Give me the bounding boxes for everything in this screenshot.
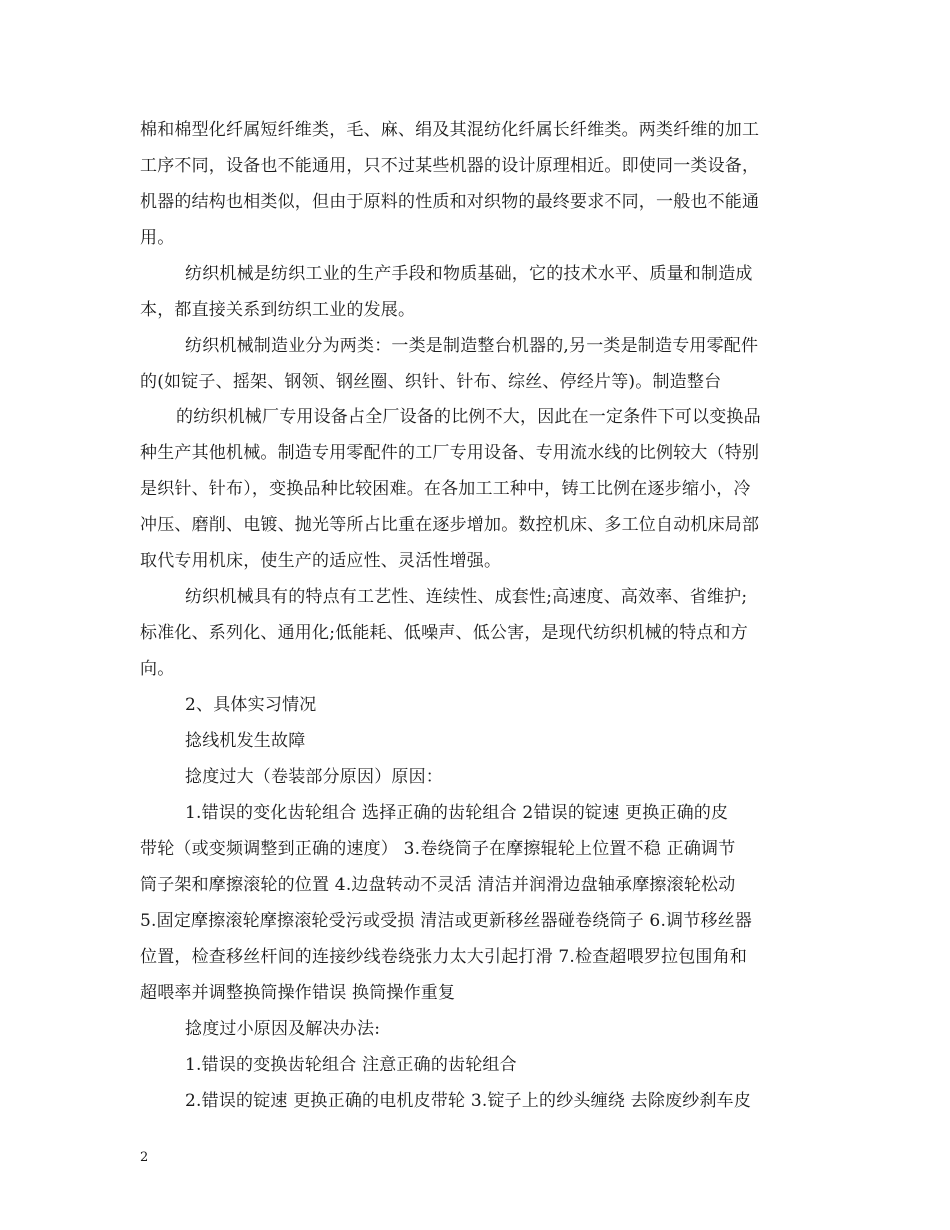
subheading: 捻度过小原因及解决办法: [185,1019,381,1039]
text-line: 向。 [140,659,175,679]
text-line: 棉和棉型化纤属短纤维类，毛、麻、绢及其混纺化纤属长纤维类。两类纤维的加工 [140,120,760,140]
text-line: 1.错误的变换齿轮组合 注意正确的齿轮组合 [185,1055,517,1075]
paragraph-first-line: 的纺织机械厂专用设备占全厂设备的比例不大，因此在一定条件下可以变换品 [176,407,761,427]
subheading: 捻度过大（卷装部分原因）原因： [185,767,443,787]
paragraph-first-line: 纺织机械是纺织工业的生产手段和物质基础，它的技术水平、质量和制造成 [185,264,753,284]
section-heading: 2、具体实习情况 [185,695,317,715]
subheading: 捻线机发生故障 [185,731,306,751]
page-number: 2 [140,1150,149,1165]
text-line: 的(如锭子、摇架、钢领、钢丝圈、织针、针布、综丝、停经片等)。制造整台 [140,372,722,392]
text-line: 冲压、磨削、电镀、抛光等所占比重在逐步增加。数控机床、多工位自动机床局部 [140,515,760,535]
text-line: 是织针、针布），变换品种比较困难。在各加工工种中，铸工比例在逐步缩小，冷 [140,479,751,499]
text-line: 标准化、系列化、通用化;低能耗、低噪声、低公害，是现代纺织机械的特点和方 [140,623,748,643]
text-line: 位置，检查移丝杆间的连接纱线卷绕张力太大引起打滑 7.检查超喂罗拉包围角和 [140,947,748,967]
text-line: 取代专用机床，使生产的适应性、灵活性增强。 [140,551,502,571]
text-line: 种生产其他机械。制造专用零配件的工厂专用设备、专用流水线的比例较大（特别 [140,443,760,463]
text-line: 5.固定摩擦滚轮摩擦滚轮受污或受损 清洁或更新移丝器碰卷绕筒子 6.调节移丝器 [140,911,753,931]
text-line: 机器的结构也相类似，但由于原料的性质和对织物的最终要求不同，一般也不能通 [140,192,760,212]
text-line: 本，都直接关系到纺织工业的发展。 [140,300,416,320]
text-line: 带轮（或变频调整到正确的速度） 3.卷绕筒子在摩擦辊轮上位置不稳 正确调节 [140,839,736,859]
paragraph-first-line: 1.错误的变化齿轮组合 选择正确的齿轮组合 2错误的锭速 更换正确的皮 [185,803,729,823]
text-line: 工序不同，设备也不能通用，只不过某些机器的设计原理相近。即使同一类设备， [140,156,760,176]
paragraph-first-line: 纺织机械制造业分为两类：一类是制造整台机器的,另一类是制造专用零配件 [185,336,759,356]
text-line: 用。 [140,228,175,248]
text-line: 筒子架和摩擦滚轮的位置 4.边盘转动不灵活 清洁并润滑边盘轴承摩擦滚轮松动 [140,875,736,895]
text-line: 超喂率并调整换筒操作错误 换筒操作重复 [140,983,456,1003]
text-line: 2.错误的锭速 更换正确的电机皮带轮 3.锭子上的纱头缠绕 去除废纱刹车皮 [185,1091,752,1111]
paragraph-first-line: 纺织机械具有的特点有工艺性、连续性、成套性;高速度、高效率、省维护; [185,587,748,607]
